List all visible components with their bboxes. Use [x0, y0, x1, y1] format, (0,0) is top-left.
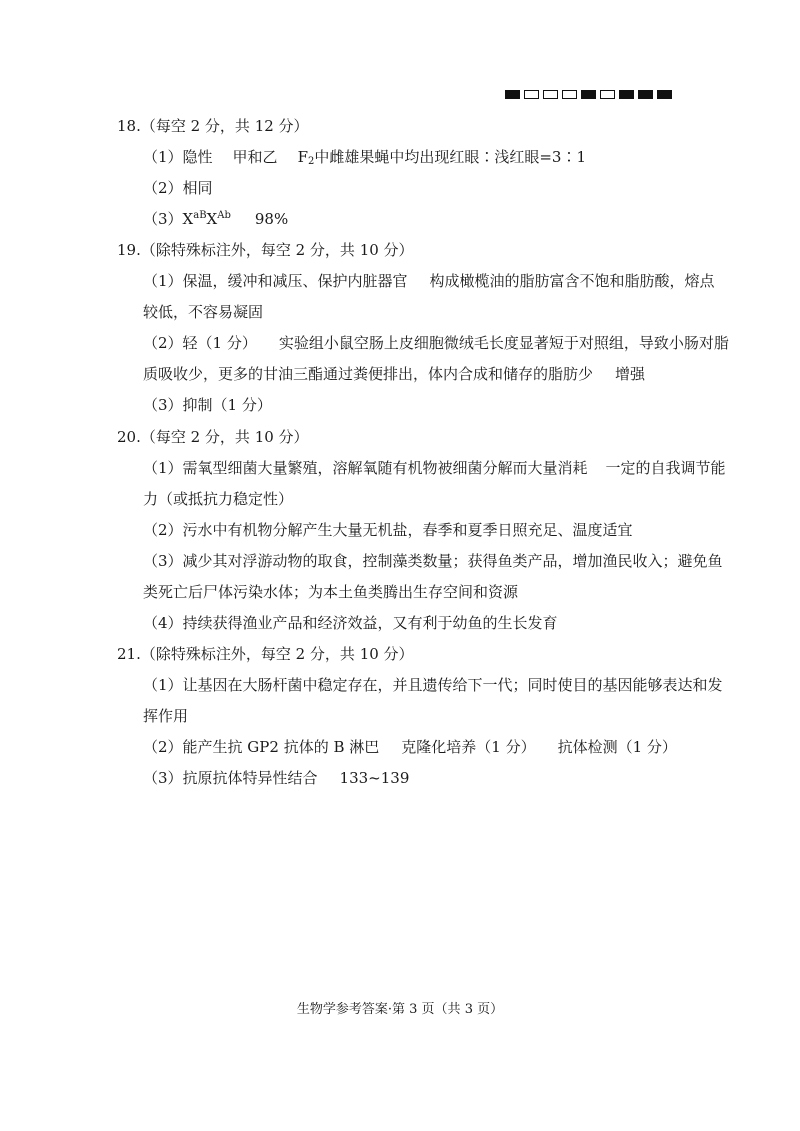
- q19-answer-2-cont: 质吸收少，更多的甘油三酯通过粪便排出，体内合成和储存的脂肪少 增强: [143, 365, 646, 383]
- q19-answer-2: （2）轻（1 分） 实验组小鼠空肠上皮细胞微绒毛长度显著短于对照组，导致小肠对脂: [143, 334, 729, 352]
- header-mark: [657, 90, 672, 99]
- q19-title: 19.（除特殊标注外，每空 2 分，共 10 分）: [117, 241, 414, 259]
- page-footer: 生物学参考答案·第 3 页（共 3 页）: [296, 1002, 504, 1017]
- q19-answer-1-cont: 较低，不容易凝固: [143, 303, 264, 321]
- q20-answer-4: （4）持续获得渔业产品和经济效益，又有利于幼鱼的生长发育: [143, 614, 558, 632]
- q18-a1-part3: $F_2$中雌雄果蝇中均出现红眼∶浅红眼=3∶1: [297, 148, 587, 167]
- q18-a1-part1: （1）隐性: [143, 148, 213, 166]
- q20-answer-1: （1）需氧型细菌大量繁殖，溶解氧随有机物被细菌分解而大量消耗 一定的自我调节能: [143, 459, 726, 477]
- q18-answer-1: [143, 147, 586, 167]
- q18-a3-value: 98%: [254, 210, 289, 228]
- header-marks: [505, 90, 672, 99]
- header-mark: [600, 90, 615, 99]
- header-mark: [543, 90, 558, 99]
- q21-answer-1-cont: 挥作用: [143, 707, 189, 725]
- header-mark: [524, 90, 539, 99]
- q20-answer-3-cont: 类死亡后尸体污染水体；为本土鱼类腾出生存空间和资源: [143, 583, 519, 601]
- q18-a1-part2: 甲和乙: [232, 148, 278, 166]
- q21-answer-2: （2）能产生抗 GP2 抗体的 B 淋巴 克隆化培养（1 分） 抗体检测（1 分）: [143, 738, 677, 756]
- q21-answer-3: （3）抗原抗体特异性结合 133~139: [143, 769, 410, 787]
- header-mark: [562, 90, 577, 99]
- q18-answer-3: $(3)X^{aB}X^{Ab}$ 98%: [143, 210, 289, 228]
- q18-answer-2: （2）相同: [143, 179, 213, 197]
- q20-title: 20.（每空 2 分，共 10 分）: [117, 428, 309, 446]
- header-mark: [505, 90, 520, 99]
- header-mark: [638, 90, 653, 99]
- q19-answer-1: （1）保温，缓冲和减压、保护内脏器官 构成橄榄油的脂肪富含不饱和脂肪酸，熔点: [143, 272, 715, 290]
- header-mark: [619, 90, 634, 99]
- q19-answer-3: （3）抑制（1 分）: [143, 396, 272, 414]
- header-mark: [581, 90, 596, 99]
- q20-answer-1-cont: 力（或抵抗力稳定性）: [143, 490, 294, 508]
- q20-answer-3: （3）减少其对浮游动物的取食，控制藻类数量；获得鱼类产品，增加渔民收入；避免鱼: [143, 552, 723, 570]
- q18-title: 18.（每空 2 分，共 12 分）: [117, 117, 309, 135]
- q21-title: 21.（除特殊标注外，每空 2 分，共 10 分）: [117, 645, 414, 663]
- q20-answer-2: （2）污水中有机物分解产生大量无机盐，春季和夏季日照充足、温度适宜: [143, 521, 633, 539]
- q21-answer-1: （1）让基因在大肠杆菌中稳定存在，并且遗传给下一代；同时使目的基因能够表达和发: [143, 676, 723, 694]
